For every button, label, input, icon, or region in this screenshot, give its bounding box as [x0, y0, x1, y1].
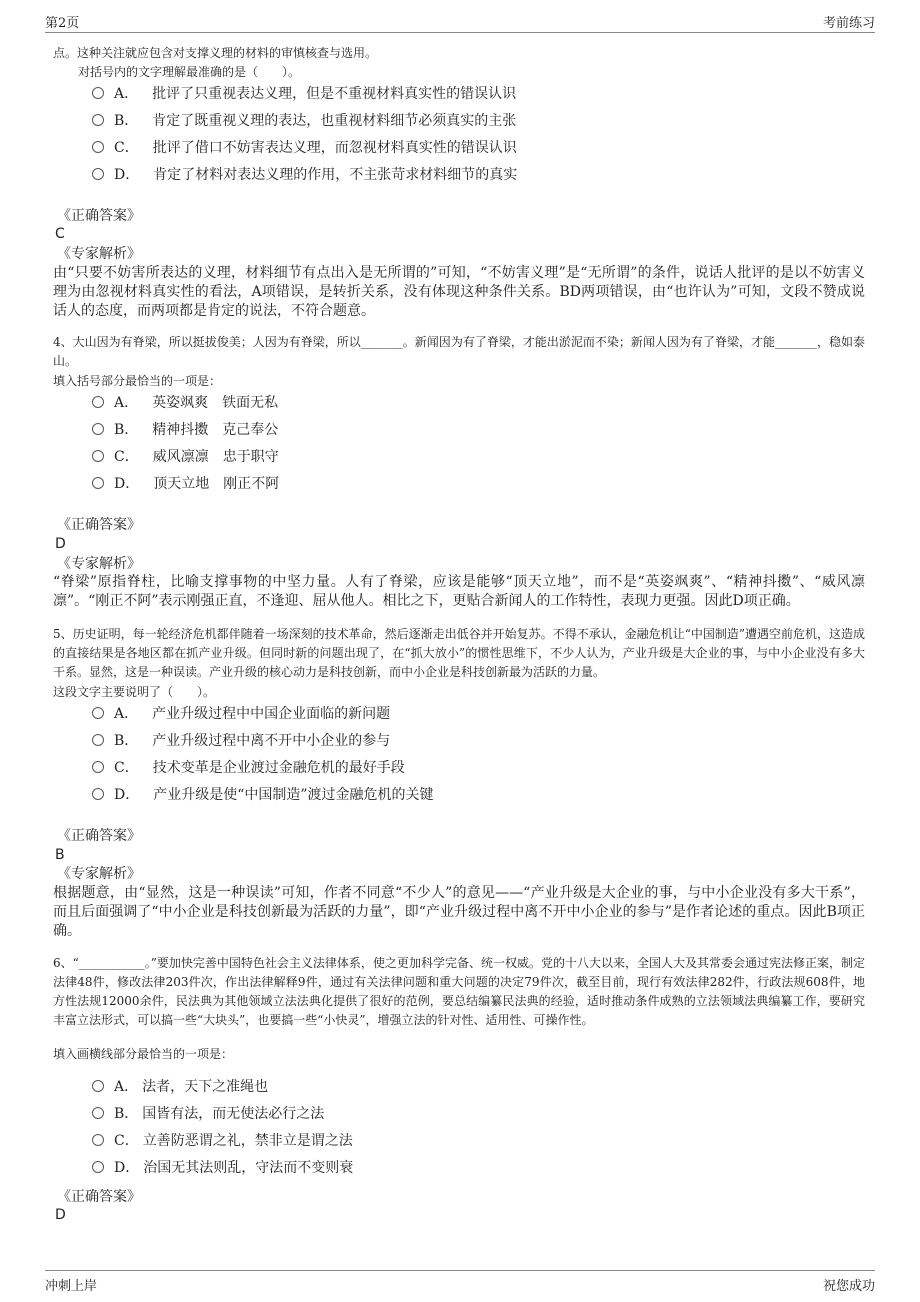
radio-button-icon[interactable] — [92, 423, 104, 435]
q4-answer-label: 《正确答案》 — [57, 517, 141, 533]
radio-button-icon[interactable] — [92, 396, 104, 408]
radio-button-icon[interactable] — [92, 450, 104, 462]
radio-button-icon[interactable] — [92, 114, 104, 126]
q4-analysis-label: 《专家解析》 — [57, 556, 141, 572]
q3-answer: C — [55, 226, 65, 242]
q5-stem: 5、历史证明，每一轮经济危机都伴随着一场深刻的技术革命，然后逐渐走出低谷并开始复苏。不得不承认，金融危机让“中国制造”遭遇空前危机，这造成的直接结果是各地区都在抓产业升级。但同时新的问题出现了，在“抓大放小”的惯性思维下，不少人认为，产业升级是大企业的事，与中小企业没有多大干系。显然，这是一种误读。产业升级的核心动力是科技创新，而中小企业是科技创新最为活跃的力量。 — [53, 627, 865, 679]
q6-option-a[interactable]: A． 法者，天下之准绳也 — [92, 1077, 268, 1097]
q4-option-d[interactable]: D． 顶天立地 刚正不阿 — [92, 474, 279, 494]
q3-option-d[interactable]: D． 肯定了材料对表达义理的作用，不主张苛求材料细节的真实 — [92, 165, 517, 185]
q3-prompt: 对括号内的文字理解最准确的是（ ）。 — [78, 65, 301, 79]
q6-option-d[interactable]: D． 治国无其法则乱，守法而不变则衰 — [92, 1158, 353, 1178]
radio-button-icon[interactable] — [92, 168, 104, 180]
radio-button-icon[interactable] — [92, 141, 104, 153]
q5-answer-label: 《正确答案》 — [57, 828, 141, 844]
q4-prompt: 填入括号部分最恰当的一项是： — [53, 374, 222, 388]
q5-option-b[interactable]: B． 产业升级过程中离不开中小企业的参与 — [92, 731, 390, 751]
q3-analysis: 由“只要不妨害所表达的义理，材料细节有点出入是无所谓的”可知，“不妨害义理”是“无所谓”的条件，说话人批评的是以不妨害义理为由忽视材料真实性的看法，A项错误，是转折关系，没有体现这种条件关系。BD两项错误，由“也许认为”可知，文段不赞成说话人的态度，而两项都是肯定的说法，不符合题意。 — [53, 265, 865, 319]
q3-option-a[interactable]: A． 批评了只重视表达义理，但是不重视材料真实性的错误认识 — [92, 84, 516, 104]
radio-button-icon[interactable] — [92, 761, 104, 773]
q3-option-b[interactable]: B． 肯定了既重视义理的表达，也重视材料细节必须真实的主张 — [92, 111, 516, 131]
q5-analysis: 根据题意，由“显然，这是一种误读”可知，作者不同意“不少人”的意见——“产业升级是大企业的事，与中小企业没有多大干系”，而且后面强调了“中小企业是科技创新最为活跃的力量”，即“产业升级过程中离不开中小企业的参与”是作者论述的重点。因此B项正确。 — [53, 885, 865, 939]
radio-button-icon[interactable] — [92, 1134, 104, 1146]
q4-analysis: “脊梁”原指脊柱，比喻支撑事物的中坚力量。人有了脊梁，应该是能够“顶天立地”，而不是“英姿飒爽”、“精神抖擞”、“威风凛凛”。“刚正不阿”表示刚强正直，不逢迎、屈从他人。相比之下，更贴合新闻人的工作特性，表现力更强。因此D项正确。 — [53, 574, 865, 609]
q5-analysis-label: 《专家解析》 — [57, 866, 141, 882]
radio-button-icon[interactable] — [92, 87, 104, 99]
q5-prompt: 这段文字主要说明了（ ）。 — [53, 685, 216, 699]
page-number: 第2页 — [45, 16, 80, 31]
radio-button-icon[interactable] — [92, 1107, 104, 1119]
radio-button-icon[interactable] — [92, 477, 104, 489]
q4-option-c[interactable]: C． 威风凛凛 忠于职守 — [92, 447, 279, 467]
radio-button-icon[interactable] — [92, 707, 104, 719]
q5-option-c[interactable]: C． 技术变革是企业渡过金融危机的最好手段 — [92, 758, 405, 778]
q4-option-a[interactable]: A． 英姿飒爽 铁面无私 — [92, 393, 278, 413]
radio-button-icon[interactable] — [92, 788, 104, 800]
q6-option-c[interactable]: C． 立善防恶谓之礼，禁非立是谓之法 — [92, 1131, 353, 1151]
q4-stem: 4、大山因为有脊梁，所以挺拔俊美；人因为有脊梁，所以_______。新闻因为有了脊梁，才能出淤泥而不染；新闻人因为有了脊梁，才能_______，稳如泰山。 — [53, 335, 865, 368]
q4-option-b[interactable]: B． 精神抖擞 克己奉公 — [92, 420, 278, 440]
q3-answer-label: 《正确答案》 — [57, 208, 141, 224]
footer-right: 祝您成功 — [822, 1279, 875, 1294]
radio-button-icon[interactable] — [92, 734, 104, 746]
q6-prompt: 填入画横线部分最恰当的一项是： — [53, 1047, 234, 1061]
header-title: 考前练习 — [822, 16, 875, 31]
q6-option-b[interactable]: B． 国皆有法，而无使法必行之法 — [92, 1104, 324, 1124]
page-footer — [45, 1270, 875, 1295]
q3-analysis-label: 《专家解析》 — [57, 246, 141, 262]
q4-answer: D — [55, 536, 66, 552]
q3-option-c[interactable]: C． 批评了借口不妨害表达义理，而忽视材料真实性的错误认识 — [92, 138, 517, 158]
q6-answer: D — [55, 1207, 66, 1223]
radio-button-icon[interactable] — [92, 1080, 104, 1092]
q5-answer: B — [55, 847, 65, 863]
radio-button-icon[interactable] — [92, 1161, 104, 1173]
page-header — [45, 12, 875, 33]
q3-stem-continuation: 点。这种关注就应包含对支撑义理的材料的审慎核查与选用。 — [53, 46, 378, 60]
footer-left: 冲刺上岸 — [45, 1279, 98, 1294]
q5-option-d[interactable]: D． 产业升级是使“中国制造”渡过金融危机的关键 — [92, 785, 434, 805]
q5-option-a[interactable]: A． 产业升级过程中中国企业面临的新问题 — [92, 704, 390, 724]
q6-answer-label: 《正确答案》 — [57, 1189, 141, 1205]
q6-stem: 6、“___________。”要加快完善中国特色社会主义法律体系，使之更加科学完备、统一权威。党的十八大以来，全国人大及其常委会通过宪法修正案，制定法律48件，修改法律203件次，作出法律解释9件，通过有关法律问题和重大问题的决定79件次，截至目前，现行有效法律282件，行政法规608件，地方性法规12000余件，民法典为其他领域立法法典化提供了很好的范例，要总结编纂民法典的经验，适时推动条件成熟的立法领域法典编纂工作，要研究丰富立法形式，可以搞一些“大块头”，也要搞一些“小快灵”，增强立法的针对性、适用性、可操作性。 — [53, 956, 865, 1027]
